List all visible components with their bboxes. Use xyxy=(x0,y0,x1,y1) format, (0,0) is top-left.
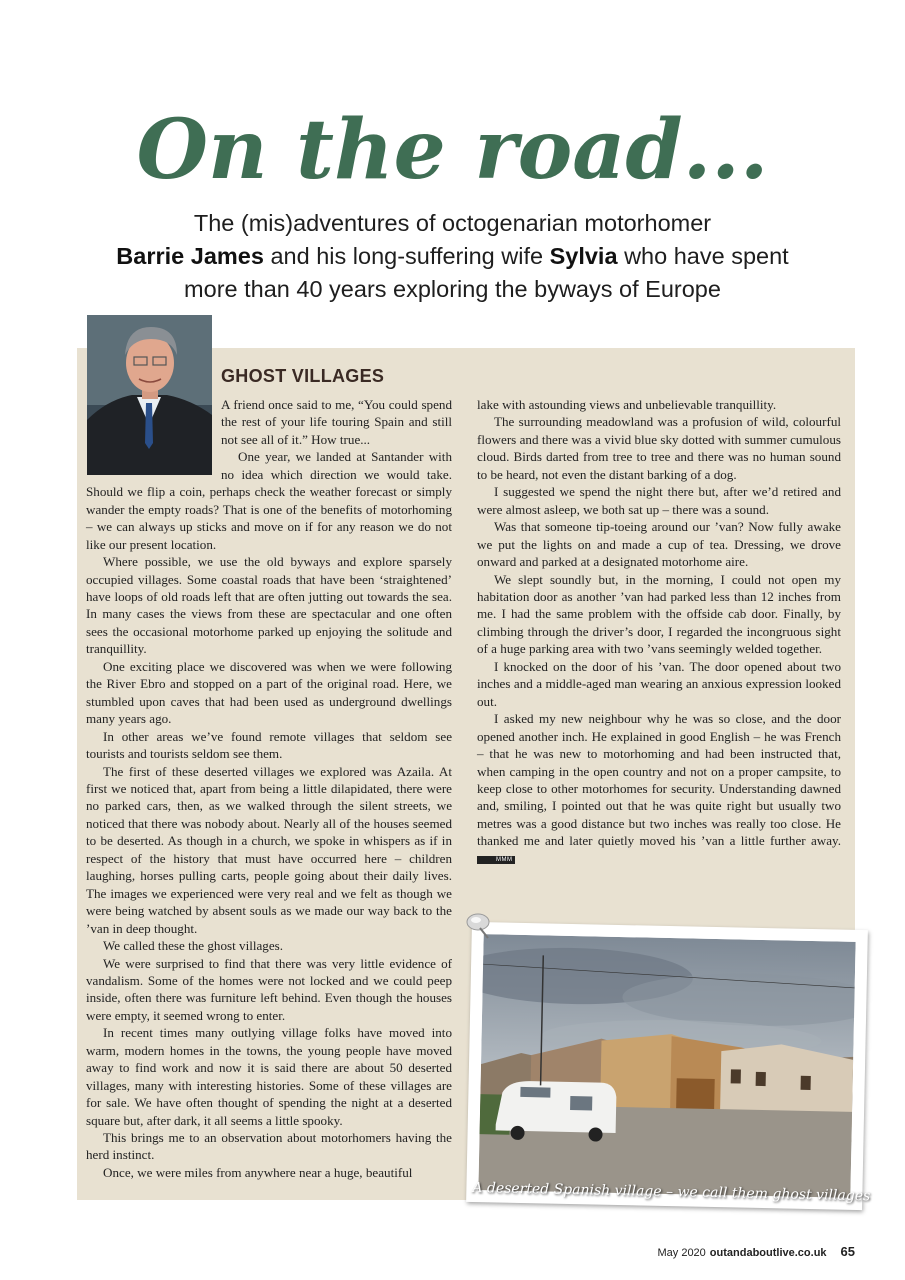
paragraph: One year, we landed at Santander with no idea which direction we would take. Should we flip a coin, perhaps check the weather forecast or simply wander the empty roads? That is one of the benefits of motorhoming – we can always up sticks and move on if for any reason we do not like our present location. xyxy=(86,449,452,552)
paragraph: Once, we were miles from anywhere near a huge, beautiful xyxy=(103,1164,413,1180)
subtitle-line3: more than 40 years exploring the byways of Europe xyxy=(184,276,721,302)
paragraph-text: I asked my new neighbour why he was so close, and the door opened another inch. He explained in good English – he was French – that he was new to motorhoming and had been instructed that, when camping in the open country and not on a proper campsite, to keep close to other motorhomes for security. Understanding dawned and, smiling, I pointed out that he was quite right but usually two metres was a good distance but two inches was really too close. He thanked me and later quietly moved his ’van a little further away. xyxy=(477,711,841,849)
subtitle-line2-mid: and his long-suffering wife xyxy=(263,243,550,269)
subtitle-line2 xyxy=(60,240,845,273)
paragraph: We called these the ghost villages. xyxy=(103,938,284,954)
paragraph: I suggested we spend the night there but, after we’d retired and were almost asleep, we both sat up – there was a sound. xyxy=(477,484,841,517)
page-title: On the road... xyxy=(136,102,769,198)
issue-date: May 2020 xyxy=(657,1247,706,1259)
subtitle-line2-end: who have spent xyxy=(617,243,789,269)
subtitle-line1: The (mis)adventures of octogenarian motorhomer xyxy=(193,210,712,236)
paragraph: lake with astounding views and unbelievable tranquillity. xyxy=(477,397,777,412)
end-mark: MMM xyxy=(477,856,515,864)
article-heading: GHOST VILLAGES xyxy=(221,366,385,386)
paragraph: Was that someone tip-toeing around our ’van? Now fully awake we put the lights on and made a cup of tea. Dressing, we drove onward and parked at a designated motorhome aire. xyxy=(477,519,841,570)
wife-name: Sylvia xyxy=(549,243,618,269)
paragraph: I knocked on the door of his ’van. The door opened about two inches and a middle-aged man wearing an anxious expression looked out. xyxy=(477,658,841,709)
photo-frame xyxy=(466,922,871,1210)
village-photo xyxy=(478,934,855,1198)
paragraph: The surrounding meadowland was a profusion of wild, colourful flowers and there was a vivid blue sky dotted with summer cumulous cloud. Birds darted from tree to tree and there was no human sound to be heard, not even the distant barking of a dog. xyxy=(477,414,841,482)
subtitle xyxy=(60,207,845,306)
paragraph-last xyxy=(477,710,841,867)
page-number: 65 xyxy=(840,1244,855,1259)
paragraph: We were surprised to find that there was very little evidence of vandalism. Some of the homes were not locked and we could peep inside, often there was furniture left behind. Even though the houses were empty, it seemed wrong to enter. xyxy=(86,955,452,1023)
author-name: Barrie James xyxy=(116,243,264,269)
article-column-1 xyxy=(86,396,452,1181)
paragraph: The first of these deserted villages we explored was Azaila. At first we noticed that, apart from being a little dilapidated, there were no parked cars, then, as we walked through the silent streets, we noticed that there was nobody about. Nearly all of the houses seemed to be deserted. As though in a church, we spoke in whispers as if in respect of the history that must have occurred here – children laughing, horses pulling carts, people going about their daily lives. The images we experienced were very real and we felt as though we were being watched by absent souls as we made our way back to the ’van in deep thought. xyxy=(86,763,452,936)
paragraph: In recent times many outlying village folks have moved into warm, modern homes in the towns, the young people have moved away to find work and now it is said there are about 50 deserted villages, many with interesting histories. Some of these villages are for sale. We have often thought of spending the night at a deserted square but, after dark, it all seems a little spooky. xyxy=(86,1025,452,1128)
page-footer xyxy=(657,1244,855,1259)
paragraph: This brings me to an observation about motorhomers having the herd instinct. xyxy=(86,1130,452,1163)
photo-caption: A deserted Spanish village – we call them ghost villages xyxy=(472,1179,871,1205)
paragraph: We slept soundly but, in the morning, I could not open my habitation door as another ’van had parked less than 12 inches from me. I had the same problem with the offside cab door. Finally, by climbing through the driver’s door, I regarded the incongruous sight of a huge parking area with two ’vans seemingly welded together. xyxy=(477,571,841,657)
paragraph: A friend once said to me, “You could spend the rest of your life touring Spain and still not see all of it.” How true... xyxy=(221,397,452,447)
paragraph: Where possible, we use the old byways and explore sparsely occupied villages. Some coastal roads that have been ‘straightened’ have loops of old roads left that are often jutting out towards the sea. In many cases the views from these are spectacular and one often sees the occasional motorhome parked up enjoying the solitude and tranquillity. xyxy=(86,554,452,657)
paragraph: In other areas we’ve found remote villages that seldom see tourists and tourists seldom see them. xyxy=(86,728,452,762)
pushpin-icon xyxy=(462,908,496,942)
website: outandaboutlive.co.uk xyxy=(709,1247,827,1259)
article-column-2 xyxy=(477,396,841,867)
portrait-wrap-space xyxy=(86,396,221,482)
paragraph: One exciting place we discovered was when we were following the River Ebro and stopped on a part of the original road. Here, we stumbled upon caves that had been used as underground dwellings many years ago. xyxy=(86,658,452,727)
